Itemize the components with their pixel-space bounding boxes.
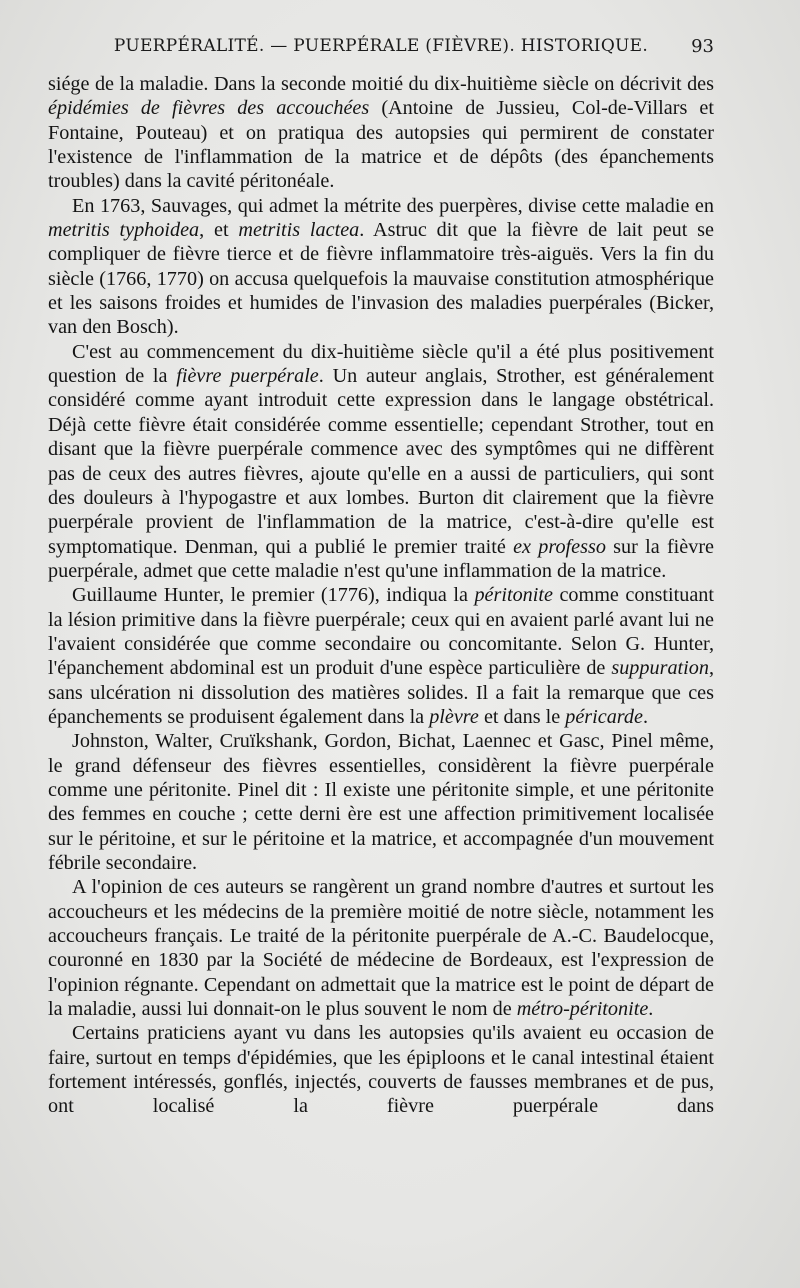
paragraph-5 xyxy=(48,729,714,875)
italic-term: métro-péritonite xyxy=(516,998,649,1021)
italic-term: metritis typhoidea xyxy=(48,219,200,242)
text-run: sur la fièvre puerpérale, admet que cette maladie n'est qu'une inflammation de la matrice. xyxy=(48,535,715,582)
text-run: (Antoine de Jussieu, Col-de-Villars et Fontaine, Pouteau) et on pratiqua des autopsies qui permirent de constater l'existence de l'inflammation de la matrice et de dépôts (des épanchements troubles) dans la cavité péritonéale. xyxy=(48,97,714,193)
text-run: . xyxy=(648,998,654,1021)
italic-term: ex professo xyxy=(513,535,606,558)
text-run: . Un auteur anglais, Strother, est généralement considéré comme ayant introduit cette expression dans le langage obstétrical. Déjà cette fièvre était considérée comme essentielle; cependant Strother, tout en disant que la fièvre puerpérale commence avec des symptômes qui ne diffèrent pas de ceux des autres fièvres, ajoute qu'elle en a aussi de particuliers, qui sont des douleurs à l'hypogastre et aux lombes. Burton dit clairement que la fièvre puerpérale provient de l'inflammation de la matrice, c'est-à-dire qu'elle est symptomatique. Denman, qui a publié le premier traité xyxy=(48,365,715,558)
paragraph-6 xyxy=(48,875,714,1021)
body-text xyxy=(48,72,714,1119)
text-run: A l'opinion de ces auteurs se rangèrent un grand nombre d'autres et surtout les accoucheurs et les médecins de la première moitié de notre siècle, notamment les accoucheurs français. Le traité de la péritonite puerpérale de A.-C. Baudelocque, couronné en 1830 par la Société de médecine de Bordeaux, est l'expression de l'opinion régnante. Cependant on admettait que la matrice est le point de départ de la maladie, aussi lui donnait-on le plus souvent le nom de xyxy=(48,876,714,1021)
text-run: , et xyxy=(199,219,239,242)
italic-term: péricarde xyxy=(565,705,643,728)
paragraph-4 xyxy=(48,583,714,729)
text-run: Guillaume Hunter, le premier (1776), indiqua la xyxy=(72,584,475,607)
page-number: 93 xyxy=(691,36,714,57)
running-header xyxy=(48,34,714,64)
paragraph-3 xyxy=(48,340,714,583)
text-run: . xyxy=(642,705,649,728)
text-run: Johnston, Walter, Cruïkshank, Gordon, Bichat, Laennec et Gasc, Pinel même, le grand défenseur des fièvres essentielles, considèrent la fièvre puerpérale comme une péritonite. Pinel dit : Il existe une péritonite simple, et une péritonite des femmes en couche ; cette derni ère est une affection primitivement localisée sur le péritoine, et sur le péritoine et la matrice, et accompagnée d'un mouvement fébrile secondaire. xyxy=(48,730,714,874)
text-run: comme constituant la lésion primitive dans la fièvre puerpérale; ceux qui en avaient parlé avant lui ne l'avaient considérée que comme secondaire ou concomitante. Selon G. Hunter, l'épanchement abdominal est un produit d'une espèce particulière de xyxy=(48,584,714,680)
italic-term: plèvre xyxy=(429,705,479,728)
italic-term: metritis lactea xyxy=(238,219,360,242)
text-run: En 1763, Sauvages, qui admet la métrite des puerpères, divise cette maladie en xyxy=(72,194,714,217)
italic-term: épidémies de fièvres des accouchées xyxy=(48,97,370,120)
paragraph-2 xyxy=(48,194,714,340)
text-run: siége de la maladie. Dans la seconde moitié du dix-huitième siècle on décrivit des xyxy=(48,73,714,95)
paragraph-1 xyxy=(48,72,714,194)
text-run: . Astruc dit que la fièvre de lait peut se compliquer de fièvre tierce et de fièvre inflammatoire très-aiguës. Vers la fin du siècle (1766, 1770) on accusa quelquefois la mauvaise constitution atmosphérique et les saisons froides et humides de l'invasion des maladies puerpérales (Bicker, van den Bosch). xyxy=(48,219,714,339)
italic-term: fièvre puerpérale xyxy=(176,365,319,388)
running-title: PUERPÉRALITÉ. — PUERPÉRALE (FIÈVRE). HISTORIQUE. xyxy=(113,36,649,56)
italic-term: suppuration xyxy=(611,657,709,680)
text-run: Certains praticiens ayant vu dans les autopsies qu'ils avaient eu occasion de faire, surtout en temps d'épidémies, que les épiploons et le canal intestinal étaient fortement intéressés, gonflés, injectés, couverts de fausses membranes et de pus, ont localisé la fièvre puerpérale dans xyxy=(48,1022,714,1118)
text-run: et dans le xyxy=(478,705,566,728)
text-run: , sans ulcération ni dissolution des matières solides. Il a fait la remarque que ces épanchements se produisent également dans la xyxy=(48,657,714,728)
text-run: C'est au commencement du dix-huitième siècle qu'il a été plus positivement question de la xyxy=(48,340,714,388)
italic-term: péritonite xyxy=(474,584,553,607)
paragraph-7 xyxy=(48,1021,714,1118)
